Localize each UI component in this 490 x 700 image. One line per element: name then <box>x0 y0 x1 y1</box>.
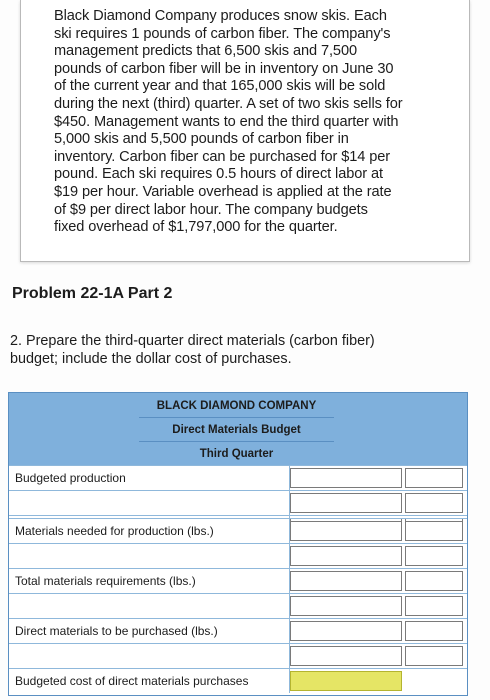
amount-input[interactable] <box>405 596 463 616</box>
amount-input[interactable] <box>290 546 402 566</box>
problem-line: inventory. Carbon fiber can be purchased for $14 per <box>54 148 391 165</box>
amount-input[interactable] <box>290 646 402 666</box>
amount-input-highlighted[interactable] <box>290 671 402 691</box>
problem-line: Black Diamond Company produces snow skis. Each <box>54 8 387 24</box>
row-label-budgeted-cost: Budgeted cost of direct materials purchases <box>9 669 290 693</box>
amount-input[interactable] <box>405 493 463 513</box>
amount-input[interactable] <box>405 521 463 541</box>
problem-line: $19 per hour. Variable overhead is applied at the rate <box>54 183 392 200</box>
amount-input[interactable] <box>290 621 402 641</box>
budget-title: Direct Materials Budget <box>139 419 334 442</box>
table-row <box>9 668 467 693</box>
row-label-entry[interactable] <box>9 491 290 515</box>
problem-line: pounds of carbon fiber will be in inventory on June 30 <box>54 60 394 77</box>
amount-input[interactable] <box>405 571 463 591</box>
amount-input[interactable] <box>405 646 463 666</box>
instruction <box>10 333 450 368</box>
amount-input[interactable] <box>290 571 402 591</box>
row-label-direct-materials-purchased: Direct materials to be purchased (lbs.) <box>9 619 290 643</box>
table-row <box>9 593 467 618</box>
part-title: Problem 22-1A Part 2 <box>12 285 173 302</box>
budget-period: Third Quarter <box>199 448 274 460</box>
table-row <box>9 518 467 543</box>
table-row <box>9 543 467 568</box>
company-name: BLACK DIAMOND COMPANY <box>139 395 334 418</box>
row-label-total-requirements: Total materials requirements (lbs.) <box>9 569 290 593</box>
amount-input[interactable] <box>405 546 463 566</box>
instruction-line: budget; include the dollar cost of purchases. <box>10 350 292 367</box>
problem-line: pound. Each ski requires 0.5 hours of direct labor at <box>54 166 383 183</box>
instruction-line: 2. Prepare the third-quarter direct materials (carbon fiber) <box>10 333 375 349</box>
row-label-budgeted-production: Budgeted production <box>9 466 290 490</box>
amount-input[interactable] <box>405 468 463 488</box>
problem-line: ski requires 1 pounds of carbon fiber. The company's <box>54 25 391 42</box>
problem-line: $450. Management wants to end the third quarter with <box>54 113 399 130</box>
worksheet-header <box>9 393 467 465</box>
table-row <box>9 643 467 668</box>
amount-input[interactable] <box>290 493 402 513</box>
table-row <box>9 490 467 515</box>
problem-line: 5,000 skis and 5,500 pounds of carbon fiber in <box>54 131 349 148</box>
table-row <box>9 618 467 643</box>
problem-line: during the next (third) quarter. A set of two skis sells for <box>54 95 403 112</box>
problem-line: management predicts that 6,500 skis and 7,500 <box>54 43 357 60</box>
problem-line: of $9 per direct labor hour. The company budgets <box>54 201 368 218</box>
amount-input[interactable] <box>405 621 463 641</box>
amount-input[interactable] <box>290 521 402 541</box>
table-row <box>9 568 467 593</box>
amount-input[interactable] <box>290 596 402 616</box>
direct-materials-budget-worksheet <box>8 392 468 696</box>
row-label-entry[interactable] <box>9 644 290 668</box>
row-label-entry[interactable] <box>9 544 290 568</box>
problem-statement <box>54 8 439 237</box>
problem-line: fixed overhead of $1,797,000 for the quarter. <box>54 219 338 236</box>
row-label-entry[interactable] <box>9 594 290 618</box>
problem-line: of the current year and that 165,000 skis will be sold <box>54 78 386 95</box>
table-row <box>9 465 467 490</box>
row-label-materials-needed: Materials needed for production (lbs.) <box>9 519 290 543</box>
amount-input[interactable] <box>290 468 402 488</box>
